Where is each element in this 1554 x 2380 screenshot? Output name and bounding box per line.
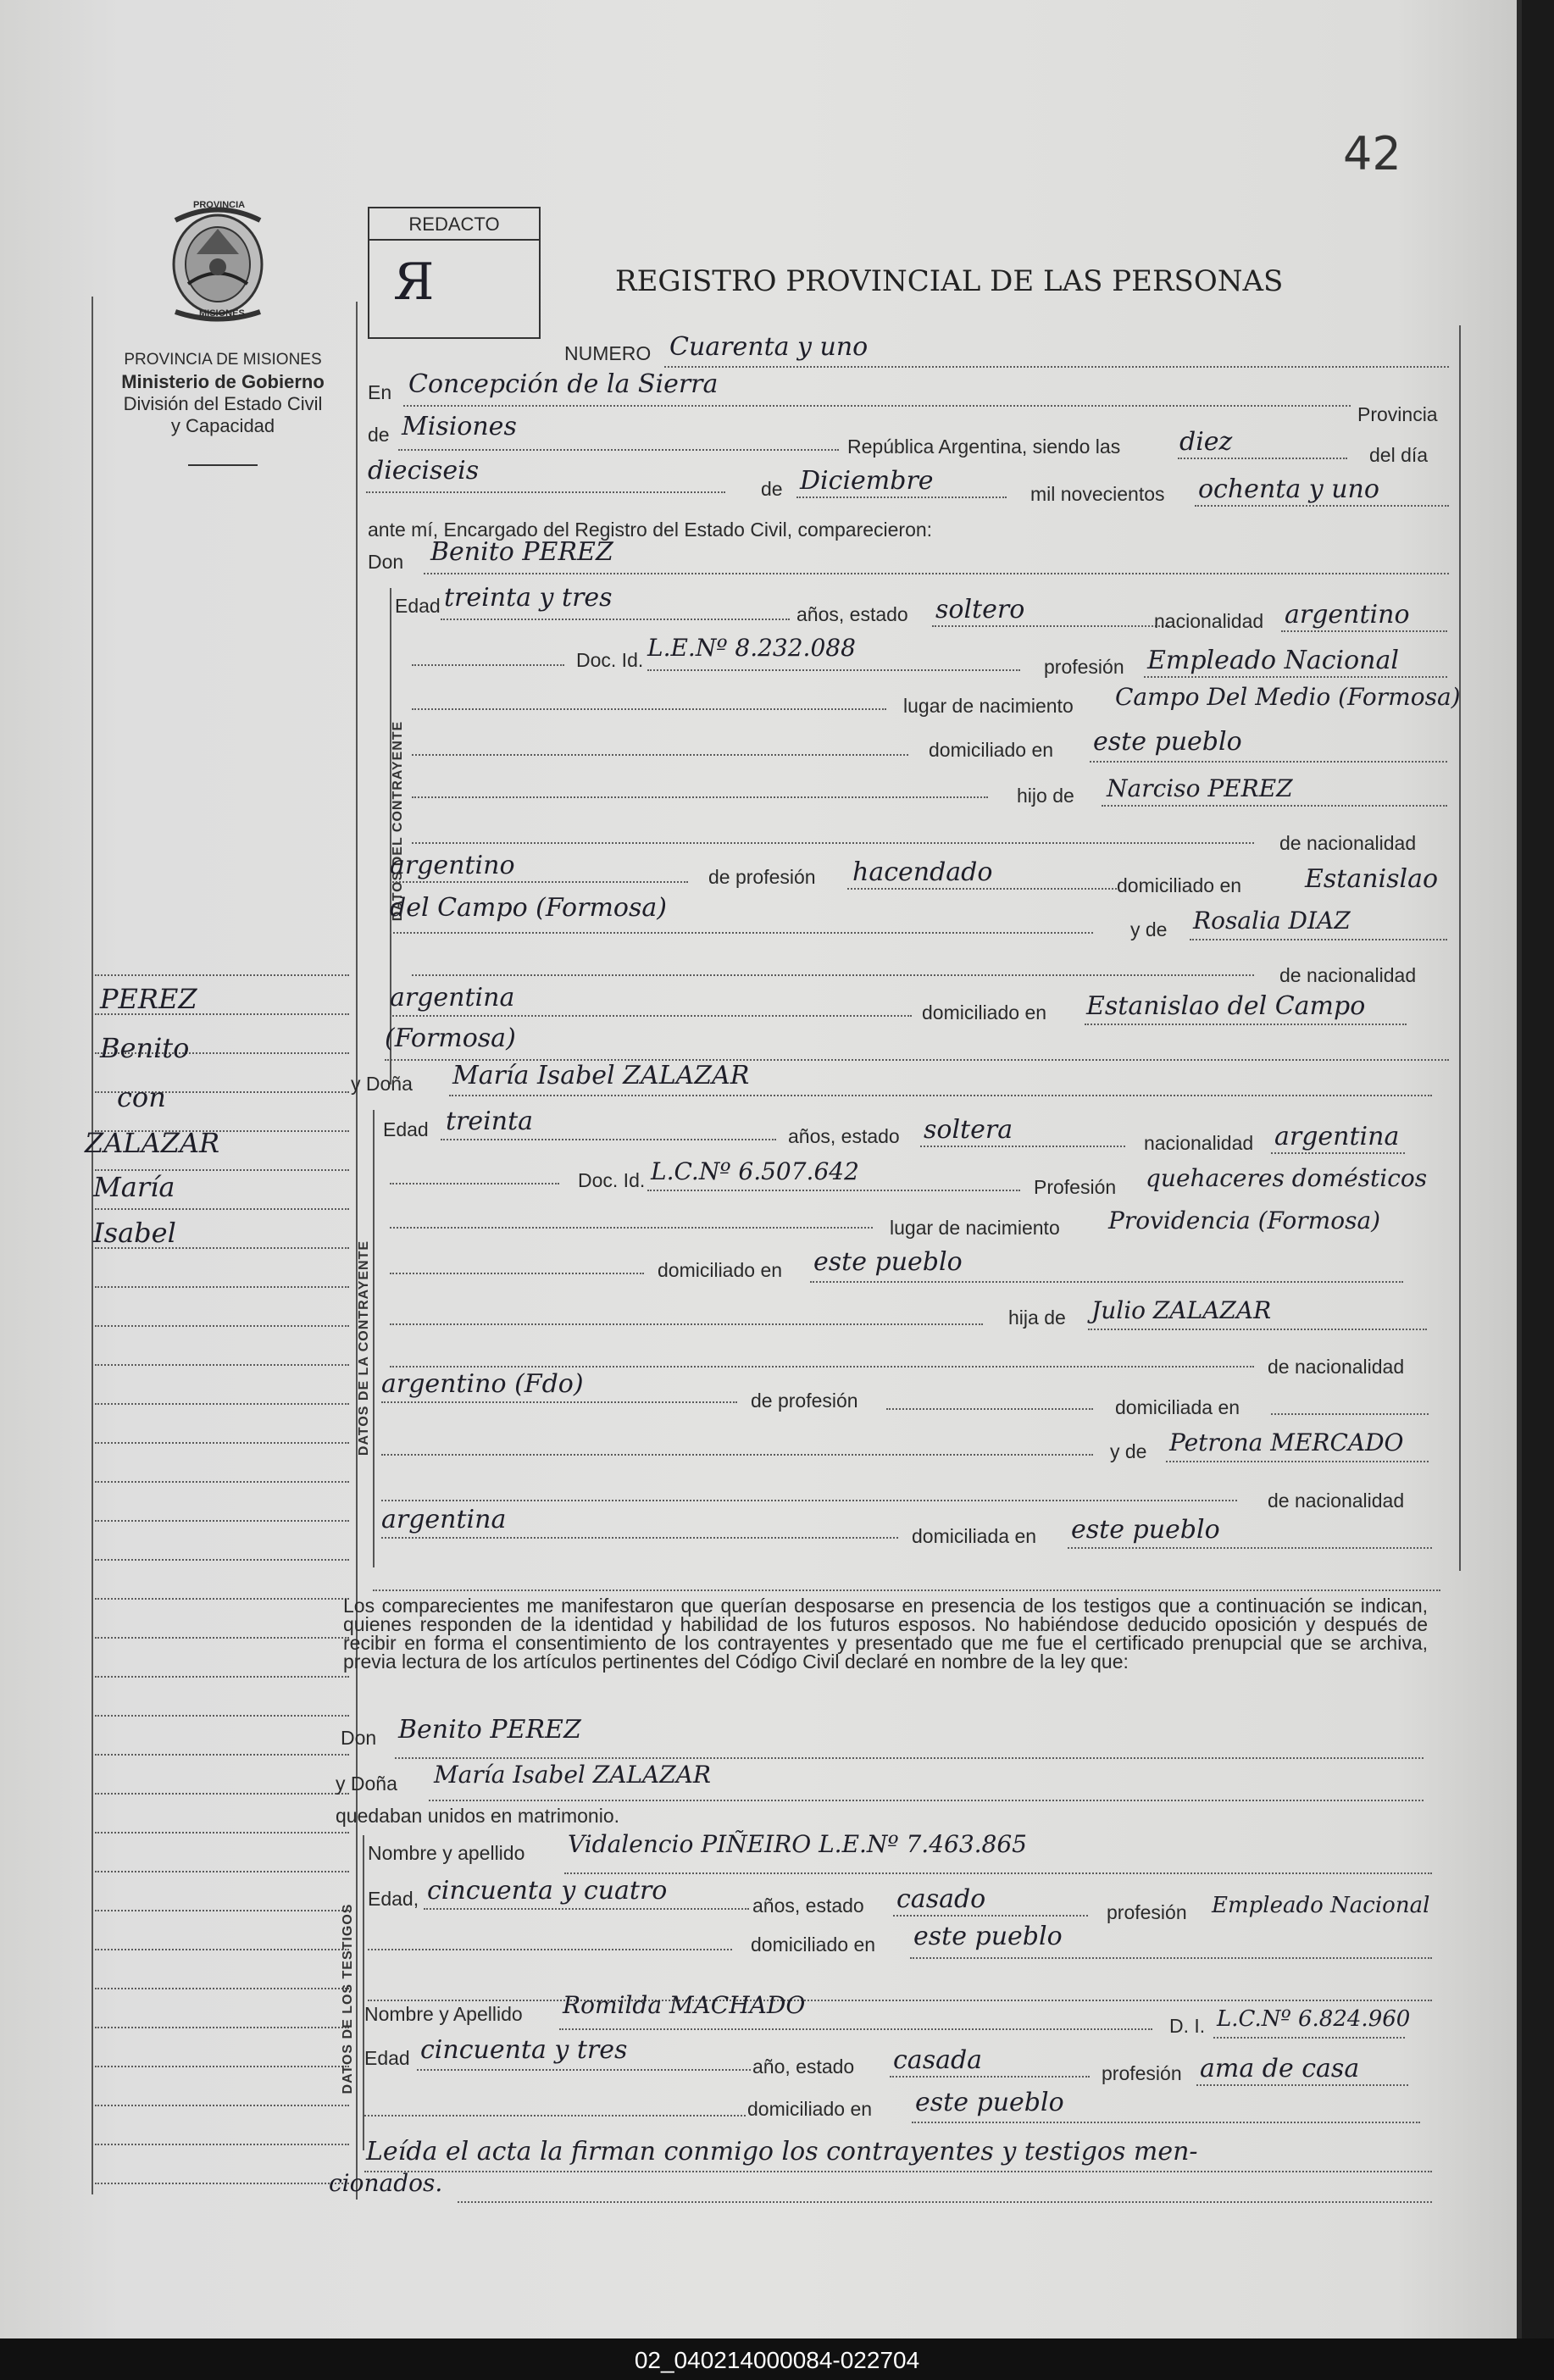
- groom-name-line: [424, 573, 1449, 574]
- groom-father-nac-label: de nacionalidad: [1279, 832, 1417, 854]
- w2-prof-line: [1196, 2084, 1408, 2086]
- bride-father-nac-label: de nacionalidad: [1268, 1356, 1405, 1378]
- margin-dots: [95, 1520, 349, 1522]
- w1-estado: casado: [896, 1884, 986, 1914]
- groom-father-nac: argentino: [390, 851, 515, 880]
- w2-dom: este pueblo: [915, 2088, 1064, 2117]
- en-label: En: [368, 381, 392, 403]
- de2-label: de: [761, 478, 783, 500]
- provincia-label: Provincia: [1357, 403, 1438, 425]
- groom-doc: L.E.Nº 8.232.088: [647, 634, 856, 662]
- bride-father-line: [1088, 1329, 1427, 1330]
- bride-mother-nac: argentina: [381, 1505, 507, 1534]
- en-value: Concepción de la Sierra: [408, 369, 719, 399]
- groom-mother-line: [1190, 939, 1447, 940]
- republica-label: República Argentina, siendo las: [847, 436, 1121, 458]
- redacto-initials: Я: [393, 252, 435, 312]
- w1-edad-label: Edad,: [368, 1888, 419, 1910]
- quedaban-text: quedaban unidos en matrimonio.: [336, 1805, 620, 1827]
- groom-hijo-pre-line: [412, 796, 988, 798]
- margin-dots: [95, 1286, 349, 1288]
- bride-father-dom-line: [1271, 1413, 1429, 1415]
- mes-value: Diciembre: [800, 466, 934, 496]
- closing-line-1: Leída el acta la firman conmigo los contrayentes y testigos men-: [366, 2137, 1198, 2166]
- groom-doc-pre-line: [412, 664, 564, 666]
- w1-nombre-line: [564, 1872, 1432, 1874]
- groom-section-label: DATOS DEL CONTRAYENTE: [391, 720, 405, 922]
- bride-nac: argentina: [1274, 1122, 1400, 1151]
- groom-father-prof-line: [847, 888, 1117, 890]
- margin-dots: [95, 1442, 349, 1444]
- w2-estado-line: [890, 2076, 1090, 2078]
- decl-dona-value: María Isabel ZALAZAR: [434, 1761, 712, 1789]
- margin-dots: [95, 1910, 349, 1911]
- w2-doc-line: [1213, 2037, 1405, 2039]
- bride-doc: L.C.Nº 6.507.642: [651, 1157, 859, 1185]
- w1-estado-label: años, estado: [752, 1895, 864, 1917]
- bride-estado-line: [920, 1146, 1125, 1147]
- groom-father-prof-label: de profesión: [708, 866, 816, 888]
- issuer-ministry: Ministerio de Gobierno: [121, 371, 325, 392]
- decl-dona-label: y Doña: [336, 1773, 397, 1795]
- margin-dots: [95, 2144, 349, 2145]
- crest-bottom-text: MISIONES: [199, 308, 245, 319]
- margin-dots: [95, 1481, 349, 1483]
- issuer-province: PROVINCIA DE MISIONES: [124, 351, 322, 369]
- margin-con: con: [117, 1081, 166, 1113]
- anio-value: ochenta y uno: [1198, 474, 1379, 504]
- w1-dom: este pueblo: [913, 1922, 1063, 1951]
- bride-estado-label: años, estado: [788, 1125, 900, 1147]
- en-line: [403, 405, 1351, 407]
- mes-line: [796, 497, 1007, 498]
- page-number: 42: [1343, 127, 1401, 180]
- margin-dots: [95, 1715, 349, 1717]
- groom-estado-label: años, estado: [796, 603, 908, 625]
- groom-father-nac-pre-line: [412, 842, 1254, 844]
- groom-estado: soltero: [935, 595, 1025, 624]
- bride-hija-pre-line: [390, 1323, 983, 1325]
- right-border-line: [1459, 325, 1461, 1571]
- w1-prof: Empleado Nacional: [1212, 1893, 1430, 1918]
- bride-mother: Petrona MERCADO: [1169, 1429, 1404, 1456]
- groom-lugar: Campo Del Medio (Formosa): [1115, 683, 1461, 711]
- dia-value: dieciseis: [368, 456, 480, 485]
- margin-dots: [95, 1325, 349, 1327]
- margin-dots: [95, 1832, 349, 1834]
- groom-nac: argentino: [1285, 600, 1410, 630]
- margin-dots: [95, 1598, 349, 1600]
- groom-edad-label: Edad: [395, 595, 441, 617]
- bride-section-label: DATOS DE LA CONTRAYENTE: [357, 1240, 371, 1456]
- groom-mother: Rosalia DIAZ: [1193, 907, 1351, 935]
- decl-don-value: Benito PEREZ: [398, 1715, 581, 1745]
- de-line: [398, 449, 839, 451]
- de-label: de: [368, 424, 390, 446]
- w2-dom-label: domiciliado en: [747, 2098, 873, 2120]
- bride-doc-label: Doc. Id.: [578, 1169, 646, 1191]
- bride-nac-label: nacionalidad: [1144, 1132, 1254, 1154]
- w1-nombre-label: Nombre y apellido: [368, 1842, 525, 1864]
- groom-mother-dom-label: domiciliado en: [922, 1001, 1047, 1024]
- numero-line: [664, 366, 1449, 368]
- numero-label: NUMERO: [564, 342, 652, 364]
- redacto-divider: [369, 239, 539, 241]
- margin-surname-bride: ZALAZAR: [85, 1127, 220, 1159]
- groom-father-dom-1: Estanislao: [1305, 864, 1439, 894]
- groom-name: Benito PEREZ: [430, 537, 613, 567]
- dona-label: y Doña: [351, 1073, 413, 1095]
- groom-dom-label: domiciliado en: [929, 739, 1054, 761]
- w2-estado: casada: [893, 2045, 983, 2075]
- bride-dom: este pueblo: [813, 1247, 963, 1277]
- don-label: Don: [368, 551, 404, 573]
- groom-mother-nac-line: [390, 1015, 912, 1017]
- groom-lugar-label: lugar de nacimiento: [903, 695, 1074, 717]
- bride-father-nac: argentino (Fdo): [381, 1369, 584, 1399]
- bride-father-nac-pre-line: [390, 1366, 1254, 1368]
- bride-prof: quehaceres domésticos: [1146, 1164, 1428, 1192]
- bride-mother-nac-pre-line: [381, 1500, 1237, 1501]
- margin-dots: [95, 2027, 349, 2028]
- margin-dots: [95, 1676, 349, 1678]
- mil-label: mil novecientos: [1030, 483, 1165, 505]
- issuer-division: División del Estado Civil: [123, 393, 323, 414]
- bride-name: María Isabel ZALAZAR: [452, 1061, 750, 1090]
- w1-dom-line: [910, 1957, 1432, 1959]
- w1-end-line: [368, 2000, 1432, 2001]
- groom-prof-line: [1144, 676, 1447, 678]
- bride-prof-label: Profesión: [1034, 1176, 1117, 1198]
- groom-dom-pre-line: [412, 754, 908, 756]
- ante-label: ante mí, Encargado del Registro del Estado Civil, comparecieron:: [368, 519, 933, 541]
- closing-line-1-dots: [364, 2171, 1432, 2172]
- bride-lugar-label: lugar de nacimiento: [890, 1217, 1060, 1239]
- bride-edad-line: [441, 1139, 776, 1140]
- w2-dom-pre-line: [364, 2115, 746, 2116]
- margin-dots: [95, 1754, 349, 1756]
- redacto-label: REDACTO: [408, 214, 500, 235]
- decl-don-label: Don: [341, 1727, 377, 1749]
- groom-doc-label: Doc. Id.: [576, 649, 644, 671]
- bride-father-prof-line: [886, 1408, 1093, 1410]
- w1-edad-line: [424, 1908, 749, 1910]
- provincial-crest: [163, 203, 273, 322]
- w1-nombre: Vidalencio PIÑEIRO L.E.Nº 7.463.865: [568, 1830, 1027, 1858]
- decl-dona-line: [429, 1800, 1424, 1801]
- w2-doc-label: D. I.: [1169, 2015, 1206, 2037]
- bride-mother-nac-line: [381, 1537, 898, 1539]
- margin-dots: [95, 2105, 349, 2106]
- groom-prof: Empleado Nacional: [1147, 646, 1399, 675]
- declaration-text: Los comparecientes me manifestaron que querían desposarse en presencia de los testigos que a continuación se indican, quienes responden de la identidad y habilidad de los futuros esposos. No habiéndose deducido oposición y después de recibir en forma el consentimiento de los contrayentes y presentado que me fue el certificado prenupcial que se archiva, previa lectura de los artículos pertinentes del Código Civil declaré en nombre de la ley que:: [343, 1595, 1428, 1673]
- bride-doc-line: [647, 1190, 1020, 1191]
- margin-dots: [95, 1559, 349, 1561]
- groom-dom: este pueblo: [1093, 727, 1242, 757]
- w2-nombre-line: [559, 2028, 1152, 2030]
- bride-mother-nac-label: de nacionalidad: [1268, 1490, 1405, 1512]
- image-id-bar: [0, 2338, 1554, 2380]
- w1-dom-pre-line: [368, 1949, 732, 1950]
- groom-father-dom-label: domiciliado en: [1117, 874, 1242, 896]
- bride-edad-label: Edad: [383, 1118, 429, 1140]
- bride-nac-line: [1271, 1152, 1405, 1154]
- groom-mother-dom-line: [1085, 1024, 1407, 1025]
- crest-top-text: PROVINCIA: [193, 200, 246, 210]
- bride-section-bar: [373, 1110, 375, 1567]
- groom-mother-nac-pre-line: [412, 974, 1254, 976]
- bride-father: Julio ZALAZAR: [1091, 1296, 1272, 1324]
- bride-edad: treinta: [446, 1107, 534, 1136]
- witness-section-label: DATOS DE LOS TESTIGOS: [341, 1903, 355, 2094]
- groom-nac-line: [1281, 630, 1447, 632]
- w1-edad: cincuenta y cuatro: [427, 1876, 668, 1906]
- issuer-capacity: y Capacidad: [170, 415, 275, 436]
- groom-father-dom-line: [390, 932, 1093, 934]
- document-title: REGISTRO PROVINCIAL DE LAS PERSONAS: [615, 264, 1284, 298]
- bride-mother-dom-line: [1068, 1547, 1432, 1549]
- issuer-divider: [188, 464, 258, 466]
- bride-mother-dom-label: domiciliada en: [912, 1525, 1037, 1547]
- closing-line-2: cionados.: [329, 2169, 443, 2197]
- groom-mother-nac-label: de nacionalidad: [1279, 964, 1417, 986]
- groom-mother-nac: argentina: [390, 983, 515, 1012]
- groom-dom-line: [1090, 761, 1447, 763]
- bride-dom-line: [810, 1281, 1403, 1283]
- crest-emblem-icon: [163, 203, 273, 322]
- w2-estado-label: año, estado: [752, 2055, 855, 2078]
- groom-nac-label: nacionalidad: [1154, 610, 1264, 632]
- groom-hijo-label: hijo de: [1017, 785, 1074, 807]
- groom-father-nac-line: [390, 881, 688, 883]
- margin-name-bride-2: Isabel: [93, 1217, 176, 1249]
- bride-mother-dom: este pueblo: [1071, 1515, 1220, 1545]
- margin-name-bride-1: María: [93, 1171, 175, 1203]
- margin-dots: [95, 1637, 349, 1639]
- margin-dots: [95, 1208, 349, 1210]
- groom-lugar-pre-line: [412, 708, 886, 710]
- groom-father-dom-2: del Campo (Formosa): [390, 893, 667, 923]
- bride-lugar-pre-line: [390, 1227, 873, 1229]
- margin-dots: [95, 2183, 349, 2184]
- bride-doc-pre-line: [390, 1183, 559, 1184]
- margin-dots: [95, 1793, 349, 1795]
- bride-y-de-label: y de: [1110, 1440, 1147, 1462]
- w1-estado-line: [893, 1915, 1088, 1917]
- groom-mother-dom-1: Estanislao del Campo: [1086, 991, 1366, 1021]
- groom-estado-line: [932, 625, 1169, 627]
- groom-edad: treinta y tres: [444, 583, 613, 613]
- groom-mother-dom-2: (Formosa): [385, 1024, 516, 1053]
- bride-name-line: [449, 1095, 1432, 1096]
- image-id-text: 02_040214000084-022704: [634, 2347, 920, 2373]
- witness-section-bar: [363, 1835, 364, 2150]
- margin-dots: [95, 1871, 349, 1872]
- bride-end-line: [373, 1589, 1440, 1591]
- dia-line: [366, 491, 725, 493]
- w2-edad-line: [417, 2069, 751, 2071]
- bride-dom-pre-line: [390, 1273, 644, 1274]
- bride-lugar: Providencia (Formosa): [1108, 1207, 1381, 1234]
- hora-line: [1178, 458, 1347, 459]
- margin-dots: [95, 1949, 349, 1950]
- bride-mother-pre-line: [381, 1454, 1093, 1456]
- anio-line: [1195, 505, 1449, 507]
- hora-value: diez: [1179, 427, 1233, 457]
- bride-father-nac-line: [381, 1401, 737, 1403]
- margin-name-groom: Benito: [100, 1032, 190, 1064]
- bride-dom-label: domiciliado en: [658, 1259, 783, 1281]
- groom-father-prof: hacendado: [852, 857, 993, 887]
- w1-prof-label: profesión: [1107, 1901, 1187, 1923]
- w2-edad-label: Edad: [364, 2047, 410, 2069]
- decl-don-line: [395, 1757, 1424, 1759]
- w2-prof-label: profesión: [1102, 2062, 1182, 2084]
- w2-nombre: Romilda MACHADO: [563, 1991, 806, 2019]
- margin-dots: [95, 1364, 349, 1366]
- de-value: Misiones: [402, 412, 517, 441]
- groom-doc-line: [647, 669, 1020, 671]
- margin-dots: [95, 974, 349, 976]
- del-dia-label: del día: [1369, 444, 1429, 466]
- w2-doc: L.C.Nº 6.824.960: [1217, 2006, 1411, 2032]
- groom-father-line: [1102, 805, 1447, 807]
- bride-hija-label: hija de: [1008, 1307, 1066, 1329]
- bride-estado: soltera: [924, 1115, 1013, 1145]
- groom-edad-line: [441, 619, 790, 620]
- bride-mother-line: [1166, 1461, 1429, 1462]
- numero-value: Cuarenta y uno: [669, 332, 869, 362]
- margin-dots: [95, 1403, 349, 1405]
- w2-nombre-label: Nombre y Apellido: [364, 2003, 523, 2025]
- bride-father-prof-label: de profesión: [751, 1390, 858, 1412]
- groom-prof-label: profesión: [1044, 656, 1124, 678]
- w1-dom-label: domiciliado en: [751, 1933, 876, 1956]
- margin-surname-groom: PEREZ: [100, 983, 197, 1015]
- margin-dots: [95, 1988, 349, 1989]
- redacto-box: [368, 207, 541, 339]
- groom-y-de-label: y de: [1130, 918, 1168, 940]
- groom-father: Narciso PEREZ: [1107, 774, 1293, 802]
- w2-dom-line: [912, 2122, 1420, 2123]
- w2-prof: ama de casa: [1200, 2054, 1360, 2083]
- margin-dots: [95, 2066, 349, 2067]
- w2-edad: cincuenta y tres: [420, 2035, 628, 2065]
- bride-father-dom-label: domiciliada en: [1115, 1396, 1240, 1418]
- closing-line-2-dots: [458, 2201, 1432, 2203]
